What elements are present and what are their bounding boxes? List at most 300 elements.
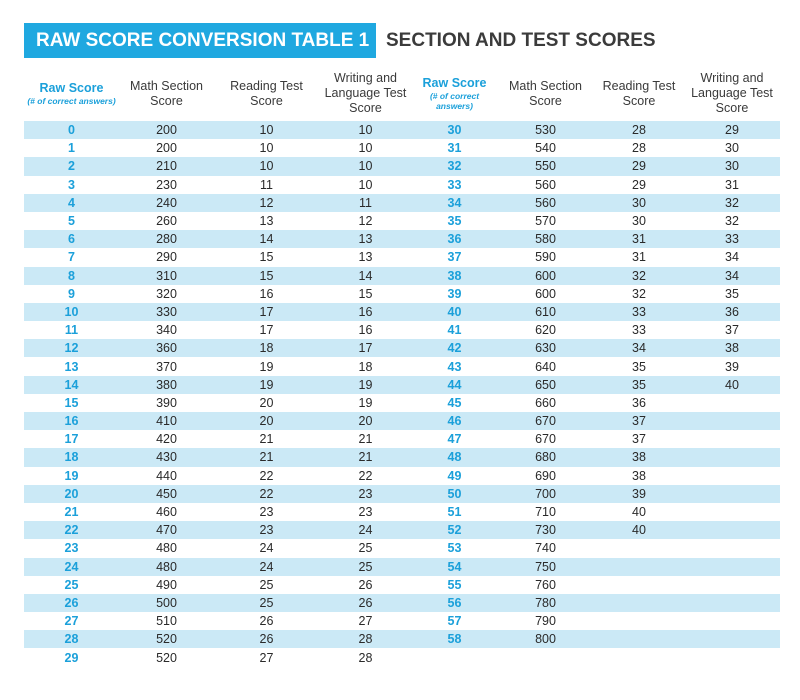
raw-score-header: [24, 66, 119, 121]
writing-score-cell: 10: [319, 157, 412, 175]
writing-score-cell: 29: [684, 121, 780, 139]
raw-score-cell: 8: [24, 267, 119, 285]
raw-score-cell: 38: [412, 267, 497, 285]
writing-score-cell: 30: [684, 157, 780, 175]
reading-score-cell: [594, 594, 684, 612]
table-row: [24, 594, 412, 612]
raw-score-cell: 34: [412, 194, 497, 212]
writing-score-cell: 26: [319, 576, 412, 594]
math-score-cell: 730: [497, 521, 594, 539]
table-row: [412, 139, 780, 157]
raw-score-cell: 56: [412, 594, 497, 612]
raw-score-header-label: Raw Score: [422, 76, 487, 90]
table-row: [24, 503, 412, 521]
table-row: [24, 248, 412, 266]
table-row: [24, 321, 412, 339]
table-row: [24, 267, 412, 285]
reading-score-cell: 14: [214, 230, 319, 248]
math-score-cell: 710: [497, 503, 594, 521]
math-header: Math Section Score: [509, 78, 582, 108]
raw-score-cell: 26: [24, 594, 119, 612]
math-score-cell: 520: [119, 630, 214, 648]
math-score-cell: 340: [119, 321, 214, 339]
raw-score-cell: 47: [412, 430, 497, 448]
raw-score-cell: 11: [24, 321, 119, 339]
raw-score-cell: 33: [412, 176, 497, 194]
raw-score-cell: 39: [412, 285, 497, 303]
math-score-cell: 520: [119, 648, 214, 666]
writing-score-cell: 32: [684, 212, 780, 230]
raw-score-cell: 58: [412, 630, 497, 648]
reading-score-cell: 25: [214, 576, 319, 594]
writing-score-cell: 27: [319, 612, 412, 630]
raw-score-header-note: (# of correct answers): [429, 91, 480, 111]
raw-score-cell: 52: [412, 521, 497, 539]
raw-score-cell: 25: [24, 576, 119, 594]
raw-score-cell: 19: [24, 467, 119, 485]
reading-score-cell: 29: [594, 157, 684, 175]
math-score-cell: 560: [497, 176, 594, 194]
raw-score-cell: 13: [24, 357, 119, 375]
writing-score-cell: [684, 594, 780, 612]
writing-score-cell: 13: [319, 230, 412, 248]
math-score-cell: 570: [497, 212, 594, 230]
table-row: [24, 576, 412, 594]
math-score-cell: 430: [119, 448, 214, 466]
raw-score-cell: 24: [24, 558, 119, 576]
table-row: [24, 612, 412, 630]
reading-header: Reading Test Score: [602, 78, 676, 108]
writing-score-cell: [684, 539, 780, 557]
reading-score-cell: 31: [594, 230, 684, 248]
reading-score-cell: 35: [594, 376, 684, 394]
writing-score-cell: 19: [319, 394, 412, 412]
writing-score-cell: 34: [684, 248, 780, 266]
math-score-cell: 480: [119, 558, 214, 576]
math-score-cell: 480: [119, 539, 214, 557]
raw-score-cell: 16: [24, 412, 119, 430]
writing-score-cell: 36: [684, 303, 780, 321]
table-row: [412, 558, 780, 576]
writing-score-cell: [684, 576, 780, 594]
math-score-cell: 450: [119, 485, 214, 503]
reading-score-cell: 19: [214, 376, 319, 394]
writing-score-cell: 23: [319, 503, 412, 521]
math-score-cell: 690: [497, 467, 594, 485]
raw-score-cell: 6: [24, 230, 119, 248]
writing-score-cell: 16: [319, 303, 412, 321]
writing-score-cell: 31: [684, 176, 780, 194]
reading-score-cell: 16: [214, 285, 319, 303]
table-row: [24, 376, 412, 394]
writing-score-cell: 39: [684, 357, 780, 375]
math-score-cell: 590: [497, 248, 594, 266]
raw-score-cell: 2: [24, 157, 119, 175]
math-score-cell: 280: [119, 230, 214, 248]
reading-score-cell: 33: [594, 303, 684, 321]
writing-header: Writing and Language Test Score: [691, 71, 773, 115]
reading-score-cell: 38: [594, 448, 684, 466]
raw-score-cell: 37: [412, 248, 497, 266]
math-score-cell: 670: [497, 430, 594, 448]
reading-score-cell: 25: [214, 594, 319, 612]
math-score-cell: 760: [497, 576, 594, 594]
table-row: [24, 230, 412, 248]
raw-score-cell: 0: [24, 121, 119, 139]
reading-score-cell: 37: [594, 430, 684, 448]
writing-score-cell: 17: [319, 339, 412, 357]
reading-score-cell: 13: [214, 212, 319, 230]
reading-score-cell: 40: [594, 503, 684, 521]
title-bar: [24, 23, 656, 58]
table-row: [412, 503, 780, 521]
table-row: [412, 467, 780, 485]
raw-score-cell: 57: [412, 612, 497, 630]
table-row: [24, 194, 412, 212]
math-score-cell: 600: [497, 285, 594, 303]
writing-score-cell: [684, 412, 780, 430]
reading-score-cell: [594, 558, 684, 576]
math-score-cell: 510: [119, 612, 214, 630]
table-row: [24, 448, 412, 466]
reading-score-cell: 21: [214, 448, 319, 466]
raw-score-header: [412, 66, 497, 121]
writing-score-cell: 19: [319, 376, 412, 394]
table-title: RAW SCORE CONVERSION TABLE 1: [24, 23, 376, 58]
table-row: [24, 121, 412, 139]
math-score-cell: 290: [119, 248, 214, 266]
writing-score-cell: 33: [684, 230, 780, 248]
reading-score-cell: 10: [214, 157, 319, 175]
raw-score-cell: 14: [24, 376, 119, 394]
math-score-cell: 530: [497, 121, 594, 139]
math-score-cell: 670: [497, 412, 594, 430]
writing-score-cell: 13: [319, 248, 412, 266]
table-row: [412, 430, 780, 448]
math-score-cell: 650: [497, 376, 594, 394]
table-row: [412, 612, 780, 630]
reading-score-cell: 11: [214, 176, 319, 194]
writing-score-cell: 22: [319, 467, 412, 485]
table-row: [412, 412, 780, 430]
writing-score-cell: 25: [319, 558, 412, 576]
raw-score-header-label: Raw Score: [39, 81, 104, 95]
math-score-cell: 460: [119, 503, 214, 521]
writing-score-cell: 40: [684, 376, 780, 394]
math-header: Math Section Score: [130, 78, 203, 108]
table-row: [412, 576, 780, 594]
raw-score-cell: 3: [24, 176, 119, 194]
raw-score-cell: 7: [24, 248, 119, 266]
table-row: [412, 448, 780, 466]
writing-score-cell: 28: [319, 630, 412, 648]
table-row: [412, 121, 780, 139]
table-row: [24, 485, 412, 503]
math-score-cell: 560: [497, 194, 594, 212]
reading-score-cell: 30: [594, 212, 684, 230]
math-score-cell: 370: [119, 357, 214, 375]
math-score-cell: 790: [497, 612, 594, 630]
raw-score-cell: 42: [412, 339, 497, 357]
writing-score-cell: 28: [319, 648, 412, 666]
writing-score-cell: 21: [319, 430, 412, 448]
table-row: [24, 303, 412, 321]
math-score-cell: 620: [497, 321, 594, 339]
writing-score-cell: [684, 521, 780, 539]
reading-score-cell: 18: [214, 339, 319, 357]
raw-score-cell: 20: [24, 485, 119, 503]
raw-score-cell: 48: [412, 448, 497, 466]
reading-score-cell: [594, 612, 684, 630]
conversion-table-left: [24, 66, 412, 667]
table-row: [412, 539, 780, 557]
reading-score-cell: 39: [594, 485, 684, 503]
reading-score-cell: 10: [214, 121, 319, 139]
math-score-cell: 200: [119, 121, 214, 139]
reading-score-cell: 24: [214, 539, 319, 557]
writing-score-cell: 10: [319, 139, 412, 157]
writing-score-cell: 32: [684, 194, 780, 212]
table-row: [412, 485, 780, 503]
math-score-cell: 230: [119, 176, 214, 194]
math-score-cell: 680: [497, 448, 594, 466]
reading-score-cell: 22: [214, 485, 319, 503]
writing-score-cell: 23: [319, 485, 412, 503]
table-row: [24, 176, 412, 194]
writing-score-cell: 14: [319, 267, 412, 285]
table-row: [412, 521, 780, 539]
reading-score-cell: 29: [594, 176, 684, 194]
raw-score-cell: 10: [24, 303, 119, 321]
table-row: [24, 630, 412, 648]
reading-score-cell: 12: [214, 194, 319, 212]
math-score-cell: 780: [497, 594, 594, 612]
writing-score-cell: 37: [684, 321, 780, 339]
table-row: [24, 339, 412, 357]
table-row: [412, 194, 780, 212]
writing-score-cell: 12: [319, 212, 412, 230]
reading-score-cell: 40: [594, 521, 684, 539]
raw-score-cell: 18: [24, 448, 119, 466]
table-row: [412, 267, 780, 285]
reading-score-cell: 26: [214, 612, 319, 630]
math-score-cell: 610: [497, 303, 594, 321]
math-score-cell: 360: [119, 339, 214, 357]
raw-score-cell: 17: [24, 430, 119, 448]
table-row: [24, 394, 412, 412]
reading-score-cell: 10: [214, 139, 319, 157]
raw-score-cell: 44: [412, 376, 497, 394]
math-score-cell: 410: [119, 412, 214, 430]
reading-score-cell: 17: [214, 303, 319, 321]
math-score-cell: 660: [497, 394, 594, 412]
reading-score-cell: 19: [214, 357, 319, 375]
math-score-cell: 380: [119, 376, 214, 394]
writing-score-cell: [684, 448, 780, 466]
math-score-cell: 490: [119, 576, 214, 594]
reading-score-cell: 32: [594, 267, 684, 285]
writing-score-cell: 21: [319, 448, 412, 466]
table-row: [24, 139, 412, 157]
raw-score-cell: 41: [412, 321, 497, 339]
raw-score-cell: 12: [24, 339, 119, 357]
reading-score-cell: 24: [214, 558, 319, 576]
table-row: [24, 539, 412, 557]
math-score-cell: 500: [119, 594, 214, 612]
math-score-cell: 440: [119, 467, 214, 485]
writing-score-cell: 11: [319, 194, 412, 212]
reading-score-cell: 15: [214, 248, 319, 266]
reading-score-cell: 28: [594, 121, 684, 139]
raw-score-cell: 49: [412, 467, 497, 485]
table-row: [412, 376, 780, 394]
math-score-cell: 640: [497, 357, 594, 375]
writing-score-cell: 10: [319, 176, 412, 194]
raw-score-cell: 27: [24, 612, 119, 630]
math-score-cell: 600: [497, 267, 594, 285]
writing-score-cell: 15: [319, 285, 412, 303]
math-score-cell: 210: [119, 157, 214, 175]
math-score-cell: 750: [497, 558, 594, 576]
writing-header: Writing and Language Test Score: [324, 71, 407, 115]
raw-score-cell: 36: [412, 230, 497, 248]
table-row: [24, 285, 412, 303]
reading-score-cell: 28: [594, 139, 684, 157]
table-row: [24, 430, 412, 448]
table-row: [412, 303, 780, 321]
reading-score-cell: 30: [594, 194, 684, 212]
math-score-cell: 800: [497, 630, 594, 648]
reading-score-cell: 20: [214, 412, 319, 430]
math-score-cell: 240: [119, 194, 214, 212]
raw-score-cell: 54: [412, 558, 497, 576]
math-score-cell: 420: [119, 430, 214, 448]
reading-score-cell: 27: [214, 648, 319, 666]
table-header-row: [24, 66, 412, 121]
reading-score-cell: 35: [594, 357, 684, 375]
reading-score-cell: 22: [214, 467, 319, 485]
math-score-cell: 470: [119, 521, 214, 539]
math-score-cell: 260: [119, 212, 214, 230]
table-row: [24, 558, 412, 576]
writing-score-cell: [684, 394, 780, 412]
reading-score-cell: 20: [214, 394, 319, 412]
writing-score-cell: 18: [319, 357, 412, 375]
writing-score-cell: 38: [684, 339, 780, 357]
table-row: [412, 339, 780, 357]
table-row: [24, 412, 412, 430]
math-score-cell: 200: [119, 139, 214, 157]
raw-score-cell: 31: [412, 139, 497, 157]
reading-score-cell: 21: [214, 430, 319, 448]
table-row: [24, 648, 412, 666]
raw-score-cell: 53: [412, 539, 497, 557]
reading-score-cell: [594, 539, 684, 557]
writing-score-cell: [684, 430, 780, 448]
raw-score-cell: 32: [412, 157, 497, 175]
raw-score-cell: 40: [412, 303, 497, 321]
raw-score-cell: 5: [24, 212, 119, 230]
writing-score-cell: [684, 630, 780, 648]
conversion-table-right: [412, 66, 780, 648]
writing-score-cell: [684, 503, 780, 521]
table-subtitle: SECTION AND TEST SCORES: [386, 29, 656, 51]
math-score-cell: 390: [119, 394, 214, 412]
writing-score-cell: [684, 612, 780, 630]
reading-score-cell: 15: [214, 267, 319, 285]
raw-score-cell: 55: [412, 576, 497, 594]
table-row: [412, 157, 780, 175]
math-score-cell: 700: [497, 485, 594, 503]
writing-score-cell: 34: [684, 267, 780, 285]
math-score-cell: 540: [497, 139, 594, 157]
math-score-cell: 550: [497, 157, 594, 175]
raw-score-cell: 30: [412, 121, 497, 139]
reading-score-cell: 32: [594, 285, 684, 303]
table-row: [412, 394, 780, 412]
math-score-cell: 310: [119, 267, 214, 285]
raw-score-cell: 15: [24, 394, 119, 412]
table-row: [412, 176, 780, 194]
writing-score-cell: [684, 485, 780, 503]
raw-score-cell: 50: [412, 485, 497, 503]
writing-score-cell: 16: [319, 321, 412, 339]
reading-score-cell: 17: [214, 321, 319, 339]
writing-score-cell: [684, 467, 780, 485]
math-score-cell: 630: [497, 339, 594, 357]
raw-score-cell: 1: [24, 139, 119, 157]
table-row: [412, 594, 780, 612]
writing-score-cell: 30: [684, 139, 780, 157]
raw-score-cell: 51: [412, 503, 497, 521]
table-row: [24, 157, 412, 175]
table-row: [412, 321, 780, 339]
table-row: [412, 630, 780, 648]
writing-score-cell: 26: [319, 594, 412, 612]
raw-score-cell: 4: [24, 194, 119, 212]
writing-score-cell: 24: [319, 521, 412, 539]
raw-score-cell: 29: [24, 648, 119, 666]
raw-score-cell: 9: [24, 285, 119, 303]
writing-score-cell: [684, 558, 780, 576]
raw-score-cell: 43: [412, 357, 497, 375]
table-row: [24, 467, 412, 485]
reading-score-cell: 23: [214, 503, 319, 521]
raw-score-cell: 23: [24, 539, 119, 557]
reading-header: Reading Test Score: [230, 78, 303, 108]
reading-score-cell: [594, 576, 684, 594]
table-row: [412, 285, 780, 303]
raw-score-cell: 46: [412, 412, 497, 430]
math-score-cell: 740: [497, 539, 594, 557]
reading-score-cell: 26: [214, 630, 319, 648]
reading-score-cell: [594, 630, 684, 648]
writing-score-cell: 25: [319, 539, 412, 557]
writing-score-cell: 35: [684, 285, 780, 303]
math-score-cell: 580: [497, 230, 594, 248]
reading-score-cell: 38: [594, 467, 684, 485]
raw-score-cell: 35: [412, 212, 497, 230]
table-row: [412, 248, 780, 266]
reading-score-cell: 33: [594, 321, 684, 339]
raw-score-header-note: (# of correct answers): [27, 96, 116, 106]
table-row: [412, 230, 780, 248]
raw-score-cell: 22: [24, 521, 119, 539]
table-row: [412, 357, 780, 375]
writing-score-cell: 10: [319, 121, 412, 139]
raw-score-cell: 45: [412, 394, 497, 412]
math-score-cell: 320: [119, 285, 214, 303]
